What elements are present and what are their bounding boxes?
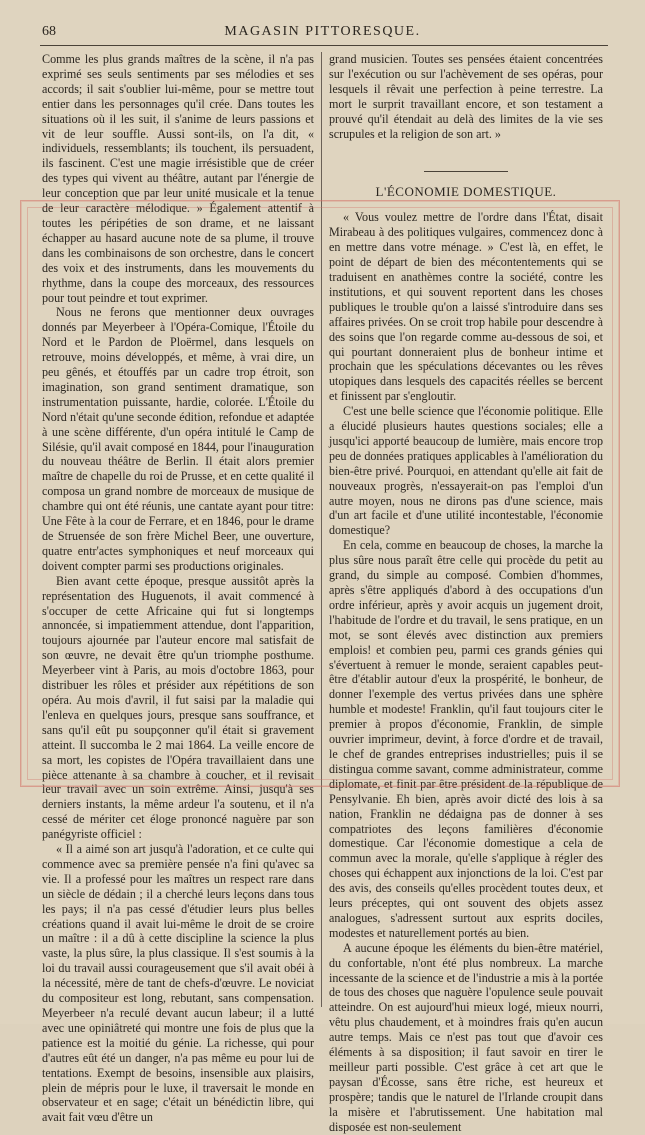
- paragraph: Comme les plus grands maîtres de la scène, il n'a pas exprimé ses seuls sentiments par ses mélodies et ses accords; il sait s'oublier lui-même, pour se mettre tout entier dans les personnages qu'il crée. Dans toutes les situations où il les suit, il s'anime de leurs passions et vit de leur souffle. Aussi sont-ils, on l'a dit, « individuels, ressemblants; ils touchent, ils persuadent, ils fascinent. C'est une magie irrésistible que de créer des types qui vivent au théâtre, autant par l'énergie de leur conception que par leur unité musicale et la tenue de leur caractère mélodique. » Également attentif à toutes les péripéties de son drame, et ne laissant échapper au hasard aucune note de sa plume, il trouve dans les combinaisons de son orchestre, dans le concert des voix et des instruments, dans les mouvements du rhythme, dans la coupe des morceaux, des ressources pour tout peindre et tout exprimer.: [42, 52, 314, 305]
- paragraph: C'est une belle science que l'économie politique. Elle a élucidé plusieurs hautes questions sociales; elle a jusqu'ici apporté beaucoup de lumière, mais encore trop peu de données pratiques applicables à l'amélioration du bien-être privé. Pourquoi, en attendant qu'elle ait fait de nouveaux progrès, n'essayerait-on pas l'emploi d'un autre moyen, nous ne dirons pas d'une science, mais d'un art facile et d'une utilité incontestable, l'économie domestique?: [329, 404, 603, 538]
- section-title: L'ÉCONOMIE DOMESTIQUE.: [329, 171, 603, 200]
- page-header: [40, 22, 605, 44]
- paragraph-continuation: grand musicien. Toutes ses pensées étaient concentrées sur l'exécution ou sur l'achèvement de ses opéras, pour lesquels il rêvait une perfection à peine terrestre. La mort le surprit travaillant encore, et son testament a prouvé qu'il étendait au delà des limites de la vie ses scrupules et la religion de son art. »: [329, 52, 603, 141]
- paragraph: « Vous voulez mettre de l'ordre dans l'État, disait Mirabeau à des politiques vulgaires, commencez donc à en mettre dans votre ménage. » C'est là, en effet, le point de départ de bien des mécontentements qui se traduisent en anathèmes contre la société, contre les institutions, et qui souvent reportent dans les choses publiques le trouble qu'on a laissé s'introduire dans ses affaires privées. On se croit trop habile pour descendre à des soins que l'on regarde comme au-dessous de soi, et qui pourtant donneraient plus de bonheur intime et prochain que les spéculations décevantes ou les rêves utopiques dans lesquels des capacités réelles se bercent et finissent par s'engloutir.: [329, 210, 603, 404]
- paragraph: A aucune époque les éléments du bien-être matériel, du confortable, n'ont été plus nombreux. La marche incessante de la science et de l'industrie a mis à la portée de tous des choses que naguère l'opulence seule pouvait atteindre. On est aujourd'hui mieux logé, mieux nourri, vêtu plus chaudement, et à moindres frais qu'en aucun autre temps. Mais ce n'est pas tout que d'avoir ces éléments à sa disposition; il faut savoir en tirer le meilleur parti possible. C'est grâce à cet art que le paysan d'Écosse, sans être riche, est heureux et prospère; tandis que le naturel de l'Irlande croupit dans la misère et l'abrutissement. Une habitation mal disposée est non-seulement: [329, 940, 603, 1134]
- right-column: [329, 52, 603, 1135]
- paragraph: En cela, comme en beaucoup de choses, la marche la plus sûre nous paraît être celle qui procède du petit au grand, du simple au composé. Combien d'hommes, après s'être appliqués d'abord à des occupations d'un ordre inférieur, après y avoir acquis un jugement droit, l'habitude de l'ordre et du travail, le sens pratique, en un mot, se sont élevés avec distinction aux premiers emplois! et combien peu, parmi ces grands génies qui s'évertuent à remuer le monde, seraient capables peut-être d'établir autour d'eux la prospérité, le bonheur, de donner l'exemple des vertus privées dans une sphère humble et modeste! Franklin, qu'il faut toujours citer le premier à propos d'économie, Franklin, de simple ouvrier imprimeur, devint, à force d'ordre et de travail, le chef de grandes entreprises industrielles; puis il se distingua comme savant, comme administrateur, comme diplomate, et finit par être président de la république de Pensylvanie. Eh bien, après avoir dicté des lois à sa nation, Franklin ne dédaigna pas de donner à ses compatriotes des leçons familières d'économie domestique. Car l'économie domestique a cela de commun avec la morale, qu'elle s'applique à régler des choses qui échappent aux injonctions de la loi. C'est par des avis, des conseils qu'elles procèdent toutes deux, et leurs préceptes, qui ont souvent des objets assez analogues, s'adressent surtout aux esprits dociles, modestes et naturellement portés au bien.: [329, 538, 603, 940]
- paragraph: Bien avant cette époque, presque aussitôt après la représentation des Huguenots, il avait commencé à s'occuper de cette Africaine qui fut si longtemps annoncée, si impatiemment attendue, dont l'apparition, toujours ajournée par l'auteur encore mal satisfait de son œuvre, ne devait être qu'un triomphe posthume. Meyerbeer vint à Paris, au mois d'octobre 1863, pour distribuer les rôles et présider aux répétitions de son opéra. Au mois d'avril, il fut saisi par la maladie qui l'enleva en quelques jours, presque sans souffrance, et sans qu'il eût pu soupçonner qu'il était si gravement atteint. Il succomba le 2 mai 1864. La veille encore de sa mort, les copistes de l'Opéra travaillaient dans une pièce attenante à sa chambre à coucher, et il revisait leur travail avec un soin extrême. Ainsi, jusqu'à ses derniers instants, la même ardeur l'a soutenu, et il n'a cessé de mériter cet éloge prononcé naguère par son panégyriste officiel :: [42, 573, 314, 842]
- header-rule: [40, 45, 608, 46]
- page-number: 68: [42, 24, 56, 39]
- paragraph: Nous ne ferons que mentionner deux ouvrages donnés par Meyerbeer à l'Opéra-Comique, l'Étoile du Nord et le Pardon de Ploërmel, dans lesquels on retrouve, moins développés, et même, à vrai dire, un peu gênés, et étouffés par un cadre trop étroit, son imagination, son grand sentiment dramatique, son instrumentation puissante, hardie, colorée. L'Étoile du Nord n'était qu'une seconde édition, refondue et adaptée à une scène différente, d'un opéra intitulé le Camp de Silésie, qu'il avait composé en 1844, pour l'inauguration du nouveau théâtre de Berlin. Il était alors premier maître de chapelle du roi de Prusse, et en cette qualité il composa un grand nombre de morceaux de musique de chambre qui ont été réunis, une cantate ayant pour titre: Une Fête à la cour de Ferrare, et en 1846, pour le drame de Struensée de son frère Michel Beer, une ouverture, quatre entr'actes symphoniques et neuf morceaux qui doivent compter parmi ses productions originales.: [42, 305, 314, 573]
- paragraph: « Il a aimé son art jusqu'à l'adoration, et ce culte qui commence avec sa première pensée n'a fini qu'avec sa vie. Il a professé pour les maîtres un respect rare dans un siècle de dédain ; il a cherché leurs leçons dans tous les pays; il n'a pas cessé d'étudier leurs plus belles créations quand il avait lui-même le droit de se croire un maître : il a dû à cette discipline la science la plus vaste, la plus sûre, la plus classique. Il s'est soumis à la loi du travail aussi courageusement que s'il avait obéi à la nécessité, mère de tant de chefs-d'œuvre. Le noviciat du compositeur est long, rebutant, sans compensation. Meyerbeer n'a reculé devant aucun labeur; il a lutté avec une opiniâtreté qui montre une fois de plus que la patience est la moitié du génie. La richesse, qui pour d'autres eût été un danger, n'a pas même eu pour lui de tentations. Exempt de besoins, insensible aux plaisirs, plein de mépris pour le luxe, il traversait le monde en observateur et en sage; c'était un bénédictin libre, qui avait fait vœu d'être un: [42, 842, 314, 1125]
- running-title: MAGASIN PITTORESQUE.: [224, 24, 421, 39]
- column-divider: [321, 52, 322, 1007]
- left-column: [42, 52, 314, 1125]
